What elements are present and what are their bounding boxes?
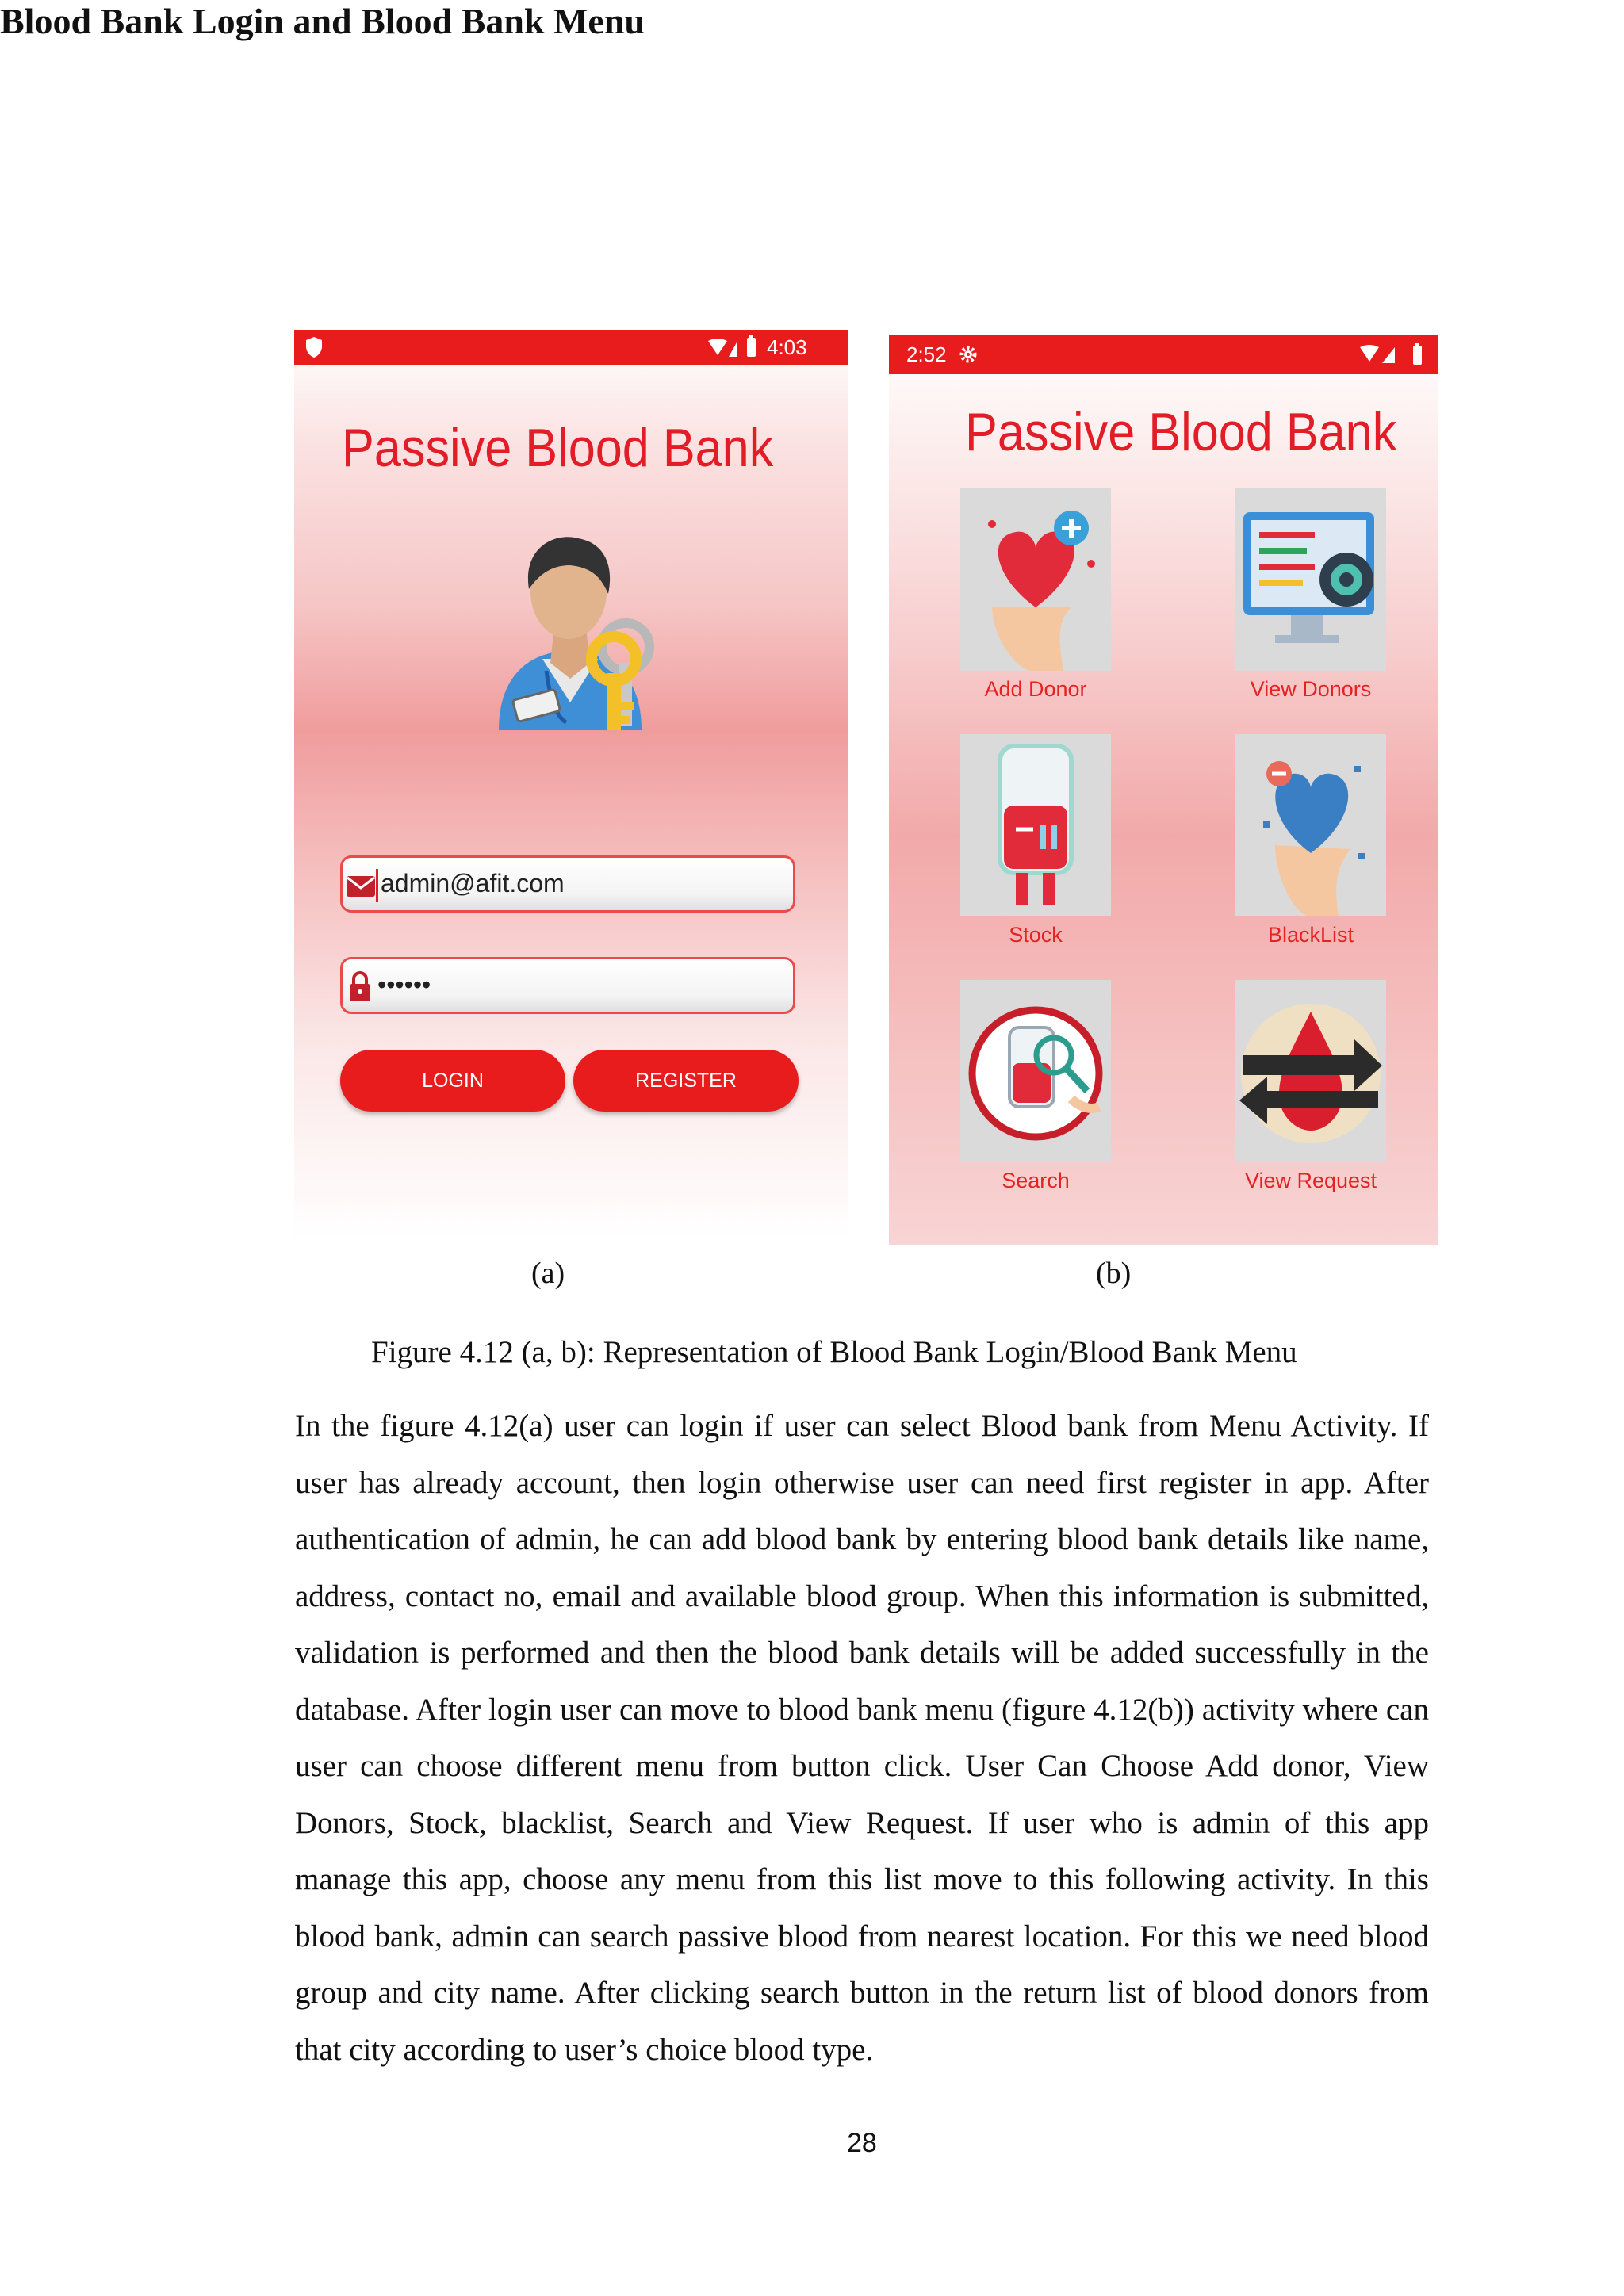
figure-caption: Figure 4.12 (a, b): Representation of Blood Bank Login/Blood Bank Menu (371, 1335, 1297, 1369)
status-time: 2:52 (906, 342, 947, 366)
text-cursor (376, 869, 378, 902)
battery-icon (1411, 342, 1423, 366)
menu-label-view-request: View Request (1244, 1169, 1377, 1192)
menu-label-search: Search (1002, 1169, 1070, 1192)
body-text: In the figure 4.12(a) user can login if user can select Blood bank from Menu Activity. If user has already account, then login otherwise user can need first register in app. After authentication of admin, he can add blood bank by entering blood bank details like name, address, contact no, email and available blood group. When this information is submitted, validation is performed and then the blood bank details will be added successfully in the database. After login user can move to blood bank menu (figure 4.12(b)) activity where can user can choose different menu from button click. User Can Choose Add donor, View Donors, Stock, blacklist, Search and View Request. If user who is admin of this app manage this app, choose any menu from this list move to this following activity. In this blood bank, admin can search passive blood from nearest location. For this we need blood group and city name. After clicking search button in the return list of blood donors from that city according to user’s choice blood type. (295, 1409, 1429, 2067)
page-number: 28 (847, 2128, 877, 2158)
section-heading: Blood Bank Login and Blood Bank Menu (0, 1, 645, 41)
gear-icon (959, 345, 978, 364)
register-button[interactable]: REGISTER (573, 1050, 799, 1112)
menu-tile-blacklist[interactable] (1235, 734, 1386, 916)
status-bar (889, 335, 1438, 374)
search-blood-bag-icon (960, 980, 1111, 1162)
password-value: •••••• (377, 970, 431, 999)
lock-icon (347, 970, 373, 1002)
login-screen (294, 330, 848, 1240)
menu-label-view-donors: View Donors (1250, 677, 1372, 701)
menu-tile-add-donor[interactable] (960, 488, 1111, 671)
app-title: Passive Blood Bank (965, 402, 1397, 462)
login-button[interactable]: LOGIN (340, 1050, 565, 1112)
password-field[interactable] (340, 957, 795, 1014)
menu-tile-view-request[interactable] (1235, 980, 1386, 1162)
mail-icon (346, 874, 376, 899)
monitor-eye-icon (1235, 488, 1386, 671)
email-field[interactable] (340, 855, 795, 913)
app-title: Passive Blood Bank (342, 418, 774, 478)
menu-tile-view-donors[interactable] (1235, 488, 1386, 671)
figure-caption-b: (b) (1096, 1257, 1132, 1290)
menu-screen (889, 335, 1438, 1245)
status-time: 4:03 (767, 335, 807, 359)
menu-label-stock: Stock (1009, 923, 1063, 947)
admin-user-key-icon (475, 532, 665, 730)
menu-label-add-donor: Add Donor (984, 677, 1087, 701)
heart-minus-hand-icon (1235, 734, 1386, 916)
blood-bag-icon (960, 734, 1111, 916)
battery-icon (745, 335, 757, 358)
wifi-signal-icon (1358, 344, 1403, 365)
blood-drop-arrows-icon (1235, 980, 1386, 1162)
menu-label-blacklist: BlackList (1267, 923, 1354, 947)
menu-tile-search[interactable] (960, 980, 1111, 1162)
wifi-signal-icon (707, 338, 738, 358)
figure-caption-a: (a) (531, 1257, 565, 1290)
menu-tile-stock[interactable] (960, 734, 1111, 916)
email-value: admin@afit.com (381, 869, 565, 897)
add-donor-heart-hand-icon (960, 488, 1111, 671)
status-bar (294, 330, 848, 365)
body-paragraph (295, 1398, 1429, 2078)
shield-icon (305, 336, 323, 358)
